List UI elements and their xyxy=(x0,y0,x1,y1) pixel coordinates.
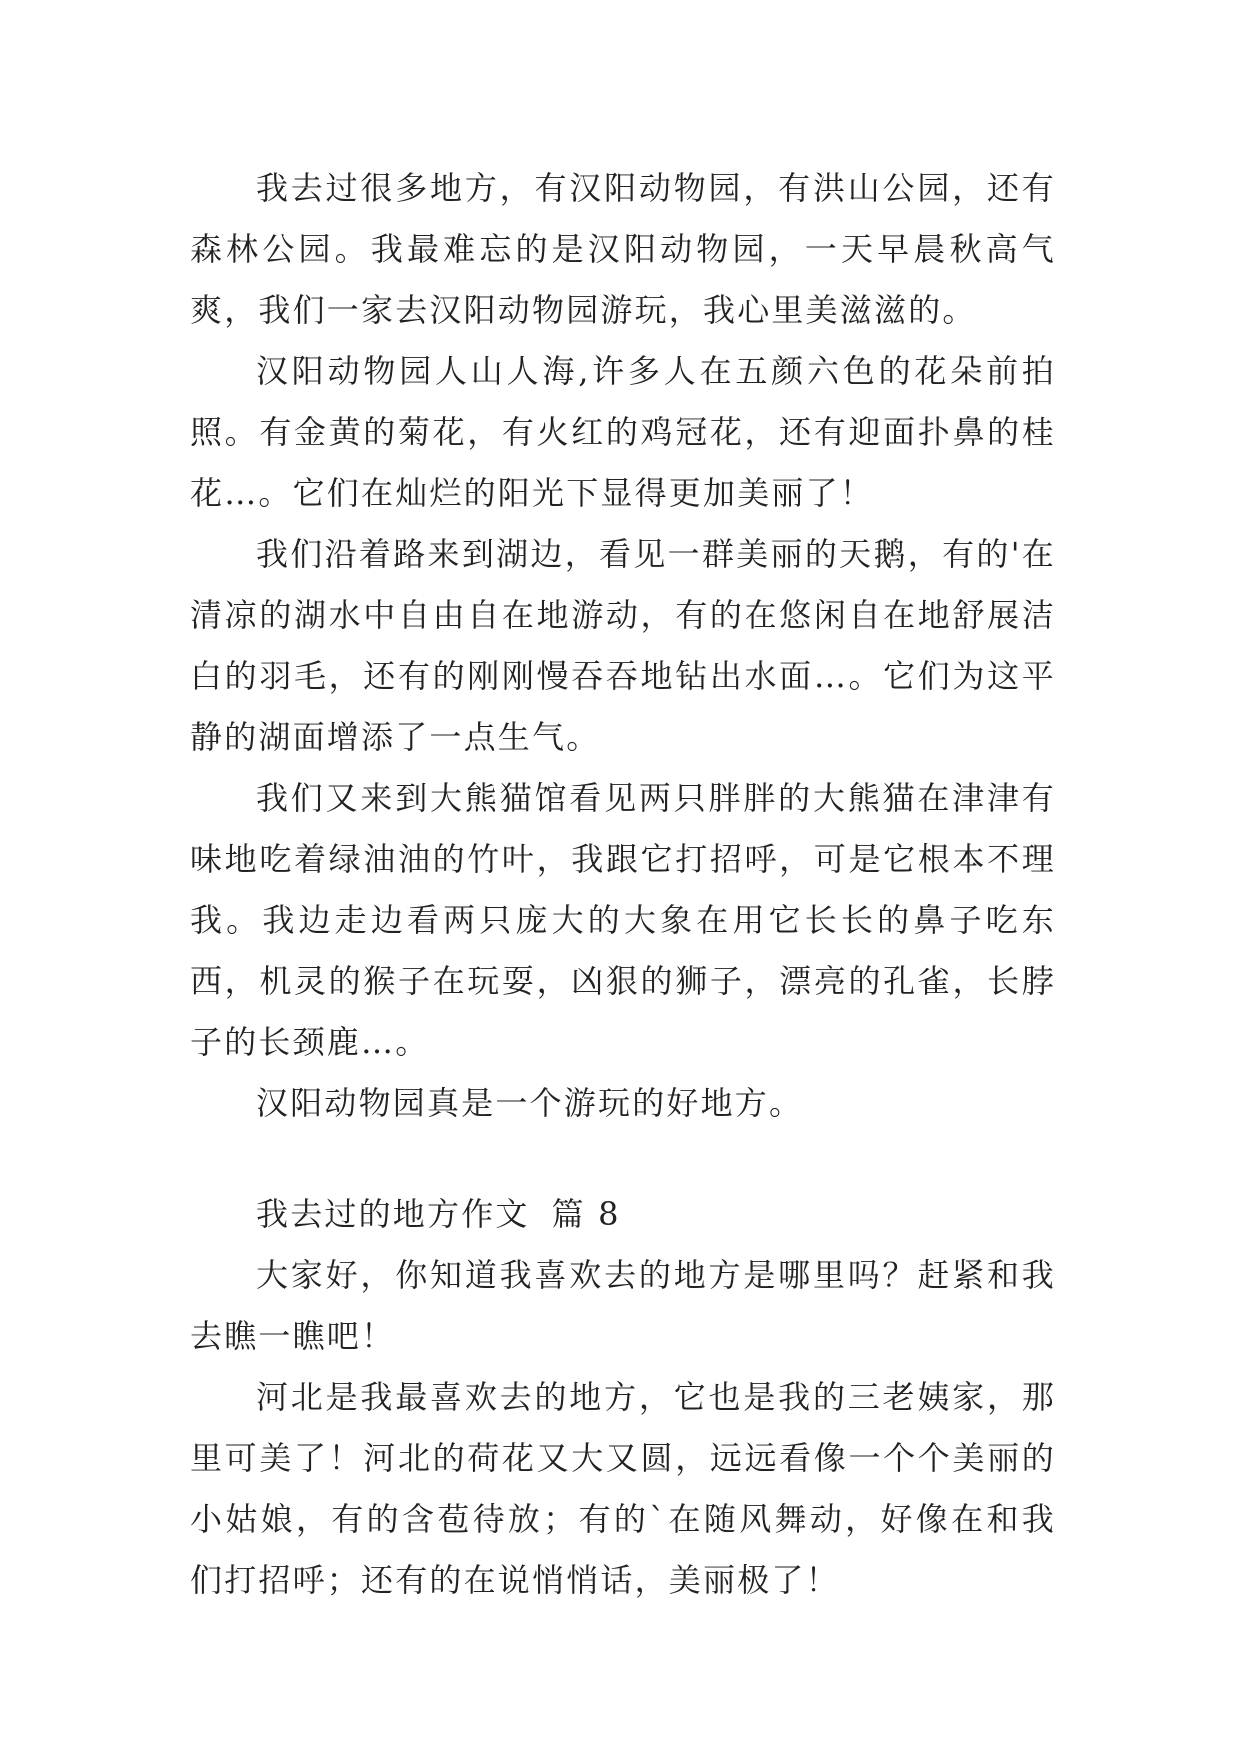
section-heading xyxy=(190,1184,1056,1245)
paragraph: 河北是我最喜欢去的地方，它也是我的三老姨家，那里可美了！河北的荷花又大又圆，远远看像一个个美丽的小姑娘，有的含苞待放；有的`在随风舞动，好像在和我们打招呼；还有的在说悄悄话，美丽极了！ xyxy=(190,1378,1056,1599)
paragraph: 大家好，你知道我喜欢去的地方是哪里吗？赶紧和我去瞧一瞧吧！ xyxy=(190,1256,1056,1355)
paragraph: 我去过很多地方，有汉阳动物园，有洪山公园，还有森林公园。我最难忘的是汉阳动物园，一天早晨秋高气爽，我们一家去汉阳动物园游玩，我心里美滋滋的。 xyxy=(190,169,1056,329)
paragraph: 汉阳动物园人山人海,许多人在五颜六色的花朵前拍照。有金黄的菊花，有火红的鸡冠花，还有迎面扑鼻的桂花…。它们在灿烂的阳光下显得更加美丽了！ xyxy=(190,352,1056,512)
paragraph: 我们沿着路来到湖边，看见一群美丽的天鹅，有的'在清凉的湖水中自由自在地游动，有的在悠闲自在地舒展洁白的羽毛，还有的刚刚慢吞吞地钻出水面…。它们为这平静的湖面增添了一点生气。 xyxy=(190,535,1056,756)
section-title: 我去过的地方作文 xyxy=(256,1195,530,1233)
paragraph: 汉阳动物园真是一个游玩的好地方。 xyxy=(256,1084,804,1122)
document-page xyxy=(190,158,1056,1611)
section-label: 篇 8 xyxy=(551,1195,621,1233)
paragraph: 我们又来到大熊猫馆看见两只胖胖的大熊猫在津津有味地吃着绿油油的竹叶，我跟它打招呼，可是它根本不理我。我边走边看两只庞大的大象在用它长长的鼻子吃东西，机灵的猴子在玩耍，凶狠的狮子，漂亮的孔雀，长脖子的长颈鹿…。 xyxy=(190,779,1056,1061)
